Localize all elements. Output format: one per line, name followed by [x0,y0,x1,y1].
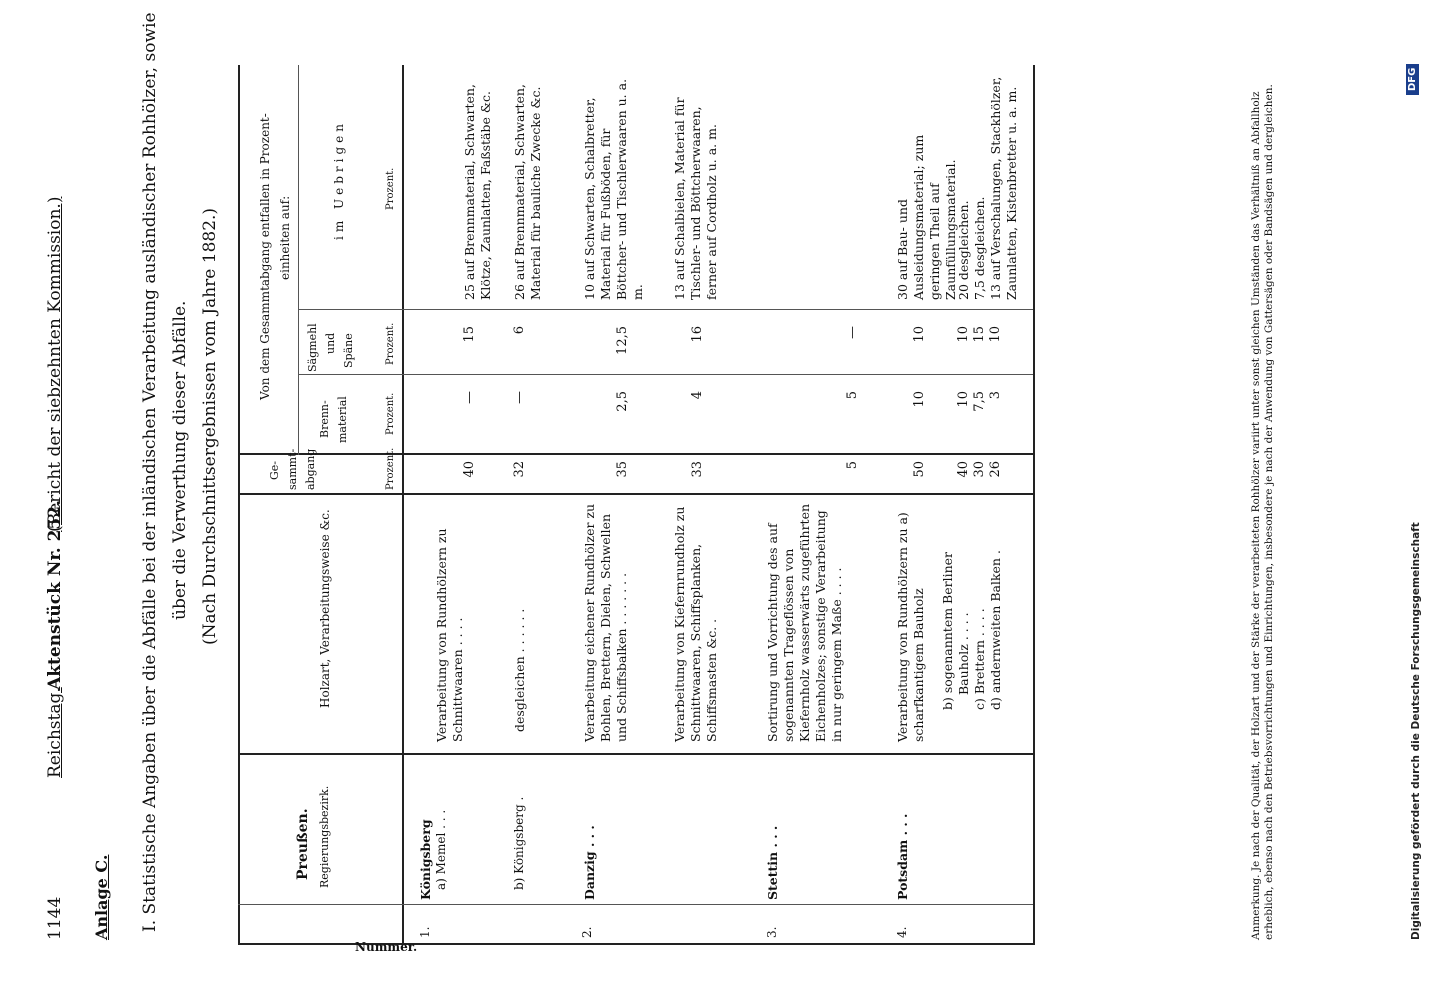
header-saeg-3: Späne [342,333,355,368]
table-header-bottom-rule [402,65,404,945]
heading-line-1: I. Statistische Angaben über die Abfälle bei der inländischen Verarbeitung ausländischer Rohhölzer, sowie [140,12,160,932]
report-label: (Bericht der siebzehnten Kommission.) [45,196,65,532]
reichstag-label: Reichstag. [45,687,65,778]
header-ge: Ge- [268,460,281,480]
subheader-rule [298,65,299,455]
page-number: 1144 [45,896,65,940]
row4-holzart-a: Verarbeitung von Rundhölzern zu a) scharfkantigem Bauholz [895,512,926,742]
header-uebrigen: im Uebrigen [332,119,346,240]
row2-gesamt-1: 35 [615,461,630,478]
table-bottom-border [1033,65,1035,945]
header-saeg-1: Sägmehl [306,323,319,372]
row1-brenn: — [462,391,477,404]
anlage-title: Anlage C. [92,854,111,940]
row4-gesamt-a: 50 [912,461,927,478]
row4-brenn-c: 7,5 [972,391,987,412]
row1-nummer: 1. [418,926,432,938]
row1b-saeg: 6 [512,326,527,335]
row1b-uebrig: 26 auf Brennmaterial, Schwarten, Material für bauliche Zwecke &c. [512,84,543,300]
row3-brenn: 5 [845,391,860,400]
col-rule-bezirk [238,753,1033,755]
header-bezirk: Regierungsbezirk. [318,785,331,888]
row2-saeg-2: 16 [690,326,705,343]
row4-saeg-b: 10 [956,326,971,343]
dfg-sidebar-text: Digitalisierung gefördert durch die Deutsche Forschungsgemeinschaft [1410,522,1422,940]
row1-bezirk: Königsberg [418,819,433,900]
row4-bezirk: Potsdam . . . [895,813,910,900]
col-rule-saeg [298,309,1033,310]
row2-uebrig-1: 10 auf Schwarten, Schalbretter, Material für Fußböden, für Böttcher- und Tischlerwaaren u. a. m. [582,78,645,300]
table-top-border [238,65,240,945]
row1b-brenn: — [512,391,527,404]
header-holzart: Holzart, Verarbeitungsweise &c. [318,509,332,708]
row2-bezirk: Danzig . . . [582,825,597,900]
row2-brenn-2: 4 [690,391,705,400]
aktenstueck-label: Aktenstück Nr. 252. [45,499,65,690]
row4-holzart-b2: Bauholz . . . . [956,612,971,695]
row1-holzart: Verarbeitung von Rundhölzern zu Schnittwaaren . . . . [434,528,465,742]
row4-uebrig-a: 30 auf Bau- und Ausleidungsmaterial; zum geringen Theil auf Zaunfüllungsmaterial. [895,134,958,300]
row1-gesamt: 40 [462,461,477,478]
header-preussen: Preußen. [295,808,311,880]
header-saeg-2: und [324,332,337,354]
col-rule-gesamt [238,453,1033,455]
heading-line-3: (Nach Durchschnittsergebnissen vom Jahre 1882.) [200,207,220,645]
row4-nummer: 4. [895,926,909,938]
row4-saeg-c: 15 [972,326,987,343]
row3-bezirk: Stettin . . . [765,825,780,900]
unit-saeg: Prozent. [385,322,396,365]
row2-saeg-1: 12,5 [615,326,630,355]
row4-uebrig-d: 13 auf Verschalungen, Stackhölzer, Zaunlatten, Kistenbretter u. a. m. [988,76,1019,300]
row3-holzart: Sortirung und Vorrichtung des auf sogenannten Trageflössen von Kiefernholz wasserwärts zugeführten Eichenholzes; sonstige Verarbeitung in nur geringem Maße . . . . [765,503,844,742]
header-brenn-2: material [336,396,349,443]
unit-uebrigen: Prozent. [385,167,396,210]
row4-saeg-d: 10 [988,326,1003,343]
row2-nummer: 2. [580,926,594,938]
row2-uebrig-2: 13 auf Schalbielen, Material für Tischler- und Böttcherwaaren, ferner auf Cordholz u. a. m. [672,97,719,300]
row1-saeg: 15 [462,326,477,343]
heading-line-2: über die Verwerthung dieser Abfälle. [170,300,190,620]
row4-gesamt-c: 30 [972,461,987,478]
unit-brenn: Prozent. [385,392,396,435]
row4-brenn-d: 3 [988,391,1003,400]
row3-nummer: 3. [765,926,779,938]
row1-bezirk-memel: a) Memel . . . [434,809,448,890]
row1b-bezirk: b) Königsberg . [512,796,526,890]
header-einheiten: einheiten auf: [278,195,292,280]
row1b-gesamt: 32 [512,461,527,478]
header-nummer: Nummer. [355,940,418,954]
row4-brenn-b: 10 [956,391,971,408]
row4-uebrig-c: 7,5 desgleichen. [972,196,987,300]
row4-brenn-a: 10 [912,391,927,408]
unit-gesamt: Prozent. [385,447,396,490]
row2-gesamt-2: 33 [690,461,705,478]
row4-holzart-c: c) Brettern . . . . [972,608,987,710]
row2-holzart-1: Verarbeitung eichener Rundhölzer zu Bohlen, Brettern, Dielen, Schwellen und Schiffsbalken . . . . . . . [582,503,629,742]
header-von-dem: Von dem Gesammtabgang entfallen in Prozent- [258,113,272,400]
col-rule-brenn [298,374,1033,375]
row1b-holzart: desgleichen . . . . . . [512,608,527,732]
row2-brenn-1: 2,5 [615,391,630,412]
row2-holzart-2: Verarbeitung von Kiefernrundholz zu Schnittwaaren, Schiffsplanken, Schiffsmasten &c. . [672,506,719,742]
header-gesammt: sammt- [286,448,299,490]
header-brenn-1: Brenn- [318,400,331,438]
row3-saeg: — [845,326,860,339]
row1-uebrig: 25 auf Brennmaterial, Schwarten, Klötze, Zaunlatten, Faßstäbe &c. [462,84,493,300]
row4-gesamt-b: 40 [956,461,971,478]
row4-holzart-b1: b) sogenanntem Berliner [940,551,955,710]
dfg-logo: DFG [1406,64,1419,95]
footnote: Anmerkung. Je nach der Qualität, der Holzart und der Stärke der verarbeiteten Rohhölzer variirt unter sonst gleichen Umständen das Verhältniß an Abfallholz erheblich, ebenso nach den Betriebsvorrichtungen und Einrichtungen, insbesondere je nach der Anwendung von Gattersägen oder Bandsägen und dergleichen. [1250,84,1275,940]
row4-gesamt-d: 26 [988,461,1003,478]
col-rule-nummer [238,904,1033,905]
header-abgang: abgang [304,448,317,490]
row4-uebrig-b: 20 desgleichen. [956,200,971,300]
row4-saeg-a: 10 [912,326,927,343]
row3-gesamt: 5 [845,461,860,470]
row4-holzart-d: d) andernweiten Balken . [988,550,1003,710]
